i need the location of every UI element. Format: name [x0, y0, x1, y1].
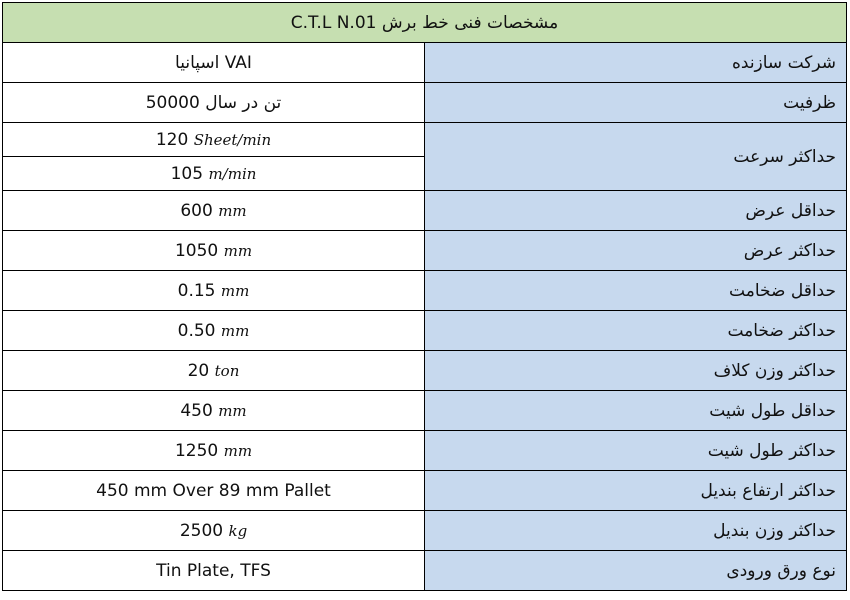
- table-row: [3, 311, 847, 351]
- label-cell: حداکثر سرعت: [425, 123, 847, 191]
- label-cell: حداکثر ضخامت: [425, 311, 847, 351]
- unit-text: mm: [218, 401, 247, 420]
- unit-text: ton: [214, 361, 240, 380]
- value-text: 105: [170, 163, 204, 184]
- spec-table-container: [2, 2, 847, 591]
- value-cell: [3, 431, 425, 471]
- table-row: [3, 391, 847, 431]
- table-row: [3, 551, 847, 591]
- value-cell: [3, 511, 425, 551]
- label-cell: حداقل طول شیت: [425, 391, 847, 431]
- label-cell: شرکت سازنده: [425, 43, 847, 83]
- table-row: [3, 471, 847, 511]
- label-cell: نوع ورق ورودی: [425, 551, 847, 591]
- table-row: [3, 83, 847, 123]
- label-cell: حداکثر وزن کلاف: [425, 351, 847, 391]
- table-row: [3, 231, 847, 271]
- value-text: VAI: [224, 52, 252, 73]
- unit-text: mm: [223, 441, 253, 460]
- value-cell: [3, 471, 425, 511]
- value-cell: [3, 43, 425, 83]
- table-title-row: [3, 3, 847, 43]
- spec-table: [2, 2, 847, 591]
- table-row: [3, 123, 847, 157]
- table-row: [3, 271, 847, 311]
- label-cell: حداکثر ارتفاع بندیل: [425, 471, 847, 511]
- value-text: 450: [180, 400, 213, 421]
- unit-text: mm: [223, 241, 253, 260]
- table-row: [3, 43, 847, 83]
- value-text: 1250: [174, 440, 219, 461]
- unit-text: mm: [218, 201, 247, 220]
- value-text: 2500: [179, 520, 224, 541]
- value-text: 20: [187, 360, 210, 381]
- label-cell: حداکثر طول شیت: [425, 431, 847, 471]
- label-cell: ظرفیت: [425, 83, 847, 123]
- value-text: Tin Plate, TFS: [156, 560, 271, 581]
- value-cell: [3, 157, 425, 191]
- table-row: [3, 191, 847, 231]
- value-cell: [3, 391, 425, 431]
- value-cell: [3, 351, 425, 391]
- label-cell: حداکثر وزن بندیل: [425, 511, 847, 551]
- value-text: 450 mm Over 89 mm Pallet: [96, 480, 331, 501]
- label-cell: حداقل عرض: [425, 191, 847, 231]
- value-cell: [3, 311, 425, 351]
- value-text: 120: [155, 129, 189, 150]
- value-cell: [3, 123, 425, 157]
- suffix-text: اسپانیا: [175, 52, 220, 73]
- value-text: 600: [180, 200, 213, 221]
- value-text: 1050: [174, 240, 219, 261]
- value-text: 0.15: [177, 280, 216, 301]
- label-cell: حداکثر عرض: [425, 231, 847, 271]
- unit-text: mm: [220, 321, 250, 340]
- unit-text: mm: [220, 281, 250, 300]
- value-cell: [3, 551, 425, 591]
- value-cell: [3, 231, 425, 271]
- table-row: [3, 511, 847, 551]
- unit-text: m/min: [208, 164, 257, 183]
- unit-text: kg: [228, 521, 248, 540]
- value-text: 0.50: [177, 320, 216, 341]
- value-cell: [3, 271, 425, 311]
- suffix-text: تن در سال: [205, 92, 282, 113]
- value-cell: [3, 191, 425, 231]
- value-cell: [3, 83, 425, 123]
- table-row: [3, 351, 847, 391]
- table-title: مشخصات فنی خط برش C.T.L N.01: [3, 3, 847, 43]
- value-text: 50000: [145, 92, 200, 113]
- unit-text: Sheet/min: [193, 130, 272, 149]
- label-cell: حداقل ضخامت: [425, 271, 847, 311]
- table-row: [3, 431, 847, 471]
